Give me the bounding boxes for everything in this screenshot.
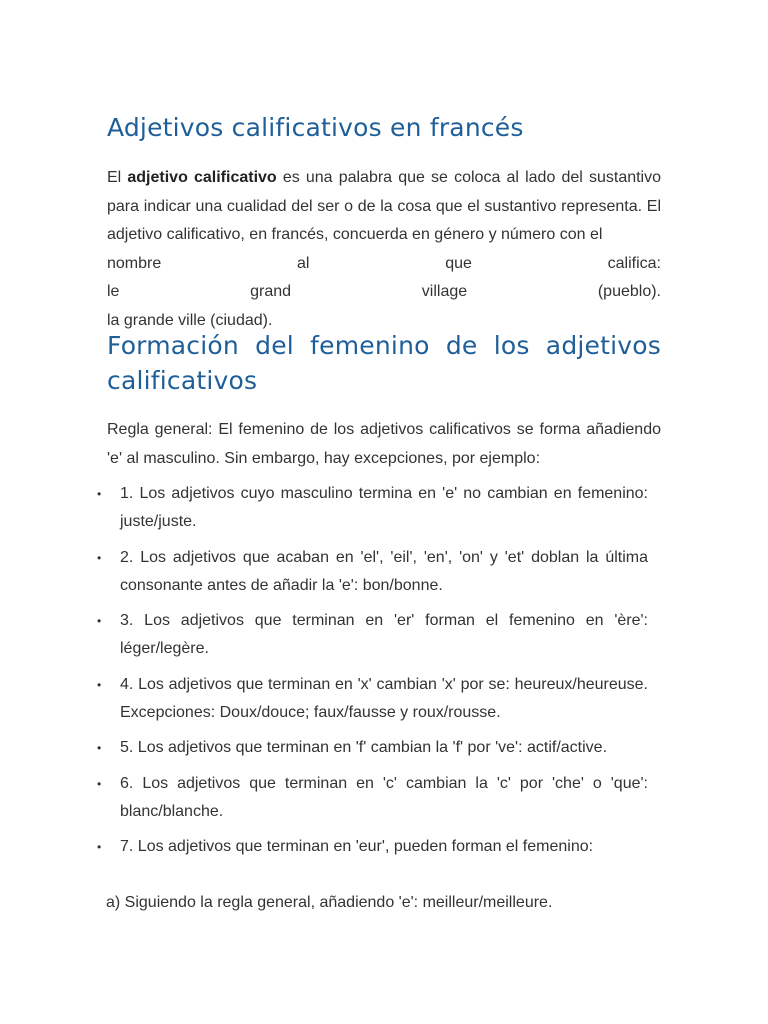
list-item <box>97 544 648 600</box>
bullet-icon: • <box>97 677 102 692</box>
sub-item-a: a) Siguiendo la regla general, añadiendo 'e': meilleur/meilleure. <box>106 894 553 911</box>
bullet-icon: • <box>97 741 102 755</box>
intro-paragraph <box>107 164 661 335</box>
intro-text <box>107 169 661 243</box>
list-item-text: 2. Los adjetivos que acaban en 'el', 'eil', 'en', 'on' y 'et' doblan la última consonante antes de añadir la 'e': bon/bonne. <box>120 548 648 594</box>
list-item-text: 4. Los adjetivos que terminan en 'x' cambian 'x' por se: heureux/heureuse. Excepciones: Doux/douce; faux/fausse y roux/rousse. <box>120 675 648 721</box>
list-item-text: 7. Los adjetivos que terminan en 'eur', pueden forman el femenino: <box>120 838 594 855</box>
bullet-icon: • <box>97 776 102 791</box>
intro-line-la: la grande ville (ciudad). <box>107 311 273 329</box>
list-item <box>97 671 648 727</box>
rules-list <box>97 480 648 869</box>
list-item <box>97 770 648 826</box>
list-item-text: 1. Los adjetivos cuyo masculino termina en 'e' no cambian en femenino: juste/juste. <box>120 485 648 530</box>
section-title: Formación del femenino de los adjetivos calificativos <box>107 331 661 395</box>
bullet-icon: • <box>97 487 102 501</box>
rule-intro-paragraph: Regla general: El femenino de los adjetivos calificativos se forma añadiendo 'e' al masculino. Sin embargo, hay excepciones, por ejemplo: <box>107 421 661 467</box>
intro-part2: es una palabra que se coloca al lado del sustantivo para indicar una cualidad del ser o de la cosa que el sustantivo representa. El adjetivo calificativo, en francés, concuerda en género y número con el <box>107 169 662 243</box>
list-item-text: 3. Los adjetivos que terminan en 'er' forman el femenino en 'ère': léger/legère. <box>120 612 648 657</box>
list-item <box>97 833 648 861</box>
intro-line-le: le grand village (pueblo). <box>107 283 661 300</box>
intro-part1: El <box>107 169 128 186</box>
list-item-text: 5. Los adjetivos que terminan en 'f' cambian la 'f' por 've': actif/active. <box>120 739 608 756</box>
list-item <box>97 734 648 762</box>
list-item-text: 6. Los adjetivos que terminan en 'c' cambian la 'c' por 'che' o 'que': blanc/blanche. <box>120 774 648 820</box>
bullet-icon: • <box>97 614 102 628</box>
bullet-icon: • <box>97 840 102 854</box>
list-item <box>97 607 648 663</box>
intro-bold-term: adjetivo calificativo <box>127 169 277 186</box>
list-item <box>97 480 648 536</box>
page-title: Adjetivos calificativos en francés <box>107 113 524 142</box>
bullet-icon: • <box>97 550 102 565</box>
intro-line-nombre: nombre al que califica: <box>107 254 661 272</box>
